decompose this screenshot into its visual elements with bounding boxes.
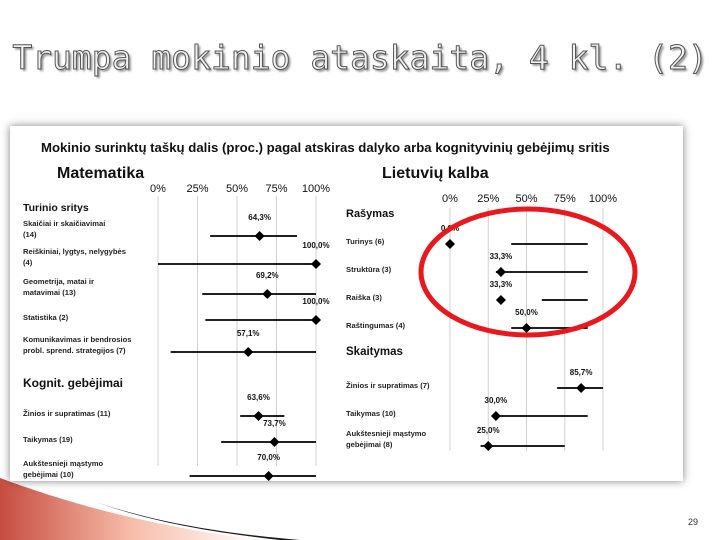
value-label: 73,7% bbox=[263, 419, 286, 428]
row-label: Aukštesnieji mąstymo bbox=[346, 429, 427, 438]
lithuanian-chart bbox=[346, 165, 617, 451]
row-label: probl. sprend. strategijos (7) bbox=[23, 346, 126, 355]
x-tick-label: 25% bbox=[477, 193, 500, 205]
row-label: Žinios ir supratimas (7) bbox=[346, 381, 430, 390]
section-header: Turinio sritys bbox=[23, 202, 89, 214]
value-label: 33,3% bbox=[489, 252, 513, 261]
row-label: Geometrija, matai ir bbox=[23, 277, 94, 286]
value-label: 57,1% bbox=[236, 329, 260, 338]
value-label: 63,6% bbox=[247, 393, 270, 402]
value-marker bbox=[311, 315, 321, 325]
section-header: Rašymas bbox=[346, 208, 395, 220]
value-label: 85,7% bbox=[569, 368, 593, 377]
value-marker bbox=[269, 437, 279, 447]
value-marker bbox=[522, 323, 532, 333]
value-marker bbox=[496, 267, 506, 277]
slide-title: Trumpa mokinio ataskaita, 4 kl. (2) bbox=[12, 38, 708, 77]
value-label: 69,2% bbox=[255, 271, 279, 280]
value-label: 0,0% bbox=[440, 224, 460, 233]
value-label: 70,0% bbox=[257, 453, 280, 462]
value-marker bbox=[311, 259, 321, 269]
row-label: Statistika (2) bbox=[23, 313, 69, 322]
x-tick-label: 75% bbox=[265, 183, 288, 195]
value-label: 50,0% bbox=[515, 308, 538, 317]
value-marker bbox=[445, 239, 455, 249]
figure-panel bbox=[10, 126, 683, 481]
x-tick-label: 75% bbox=[553, 193, 576, 205]
math-chart bbox=[23, 165, 330, 481]
value-label: 100,0% bbox=[302, 241, 330, 250]
row-label: matavimai (13) bbox=[23, 288, 76, 297]
value-label: 33,3% bbox=[489, 280, 513, 289]
value-marker bbox=[253, 411, 263, 421]
x-tick-label: 25% bbox=[186, 183, 209, 195]
row-label: (14) bbox=[23, 230, 37, 239]
row-label: Žinios ir supratimas (11) bbox=[23, 409, 111, 418]
x-tick-label: 50% bbox=[515, 193, 538, 205]
value-marker bbox=[496, 295, 506, 305]
x-tick-label: 0% bbox=[442, 193, 458, 205]
row-label: (4) bbox=[23, 258, 33, 267]
value-marker bbox=[264, 471, 274, 481]
value-label: 100,0% bbox=[302, 297, 330, 306]
row-label: Raštingumas (4) bbox=[346, 321, 406, 330]
row-label: Taikymas (19) bbox=[23, 435, 73, 444]
x-tick-label: 100% bbox=[588, 193, 618, 205]
page-number: 29 bbox=[688, 517, 699, 527]
value-marker bbox=[255, 231, 265, 241]
row-label: Skaičiai ir skaičiavimai bbox=[23, 219, 106, 228]
section-header: Kognit. gebėjimai bbox=[23, 376, 124, 390]
value-label: 64,3% bbox=[248, 213, 271, 222]
value-marker bbox=[576, 383, 586, 393]
row-label: Reiškiniai, lygtys, nelygybės bbox=[23, 247, 126, 256]
row-label: Struktūra (3) bbox=[346, 265, 392, 274]
section-header: Skaitymas bbox=[346, 346, 403, 358]
row-label: gebėjimai (10) bbox=[23, 470, 74, 479]
value-marker bbox=[243, 347, 253, 357]
figure-heading: Mokinio surinktų taškų dalis (proc.) pagal atskiras dalyko arba kognityvinių gebėjimų sritis bbox=[41, 140, 610, 155]
value-marker bbox=[262, 289, 272, 299]
row-label: Aukštesnieji mąstymo bbox=[23, 459, 104, 468]
x-tick-label: 50% bbox=[225, 183, 249, 195]
x-tick-label: 0% bbox=[150, 183, 166, 195]
row-label: Raiška (3) bbox=[346, 293, 382, 302]
subject-title: Matematika bbox=[57, 165, 145, 182]
subject-title: Lietuvių kalba bbox=[382, 165, 489, 182]
value-label: 25,0% bbox=[476, 426, 500, 435]
x-tick-label: 100% bbox=[301, 183, 331, 195]
row-label: Taikymas (10) bbox=[346, 409, 396, 418]
figure-svg bbox=[10, 126, 683, 481]
row-label: gebėjimai (8) bbox=[346, 440, 393, 449]
value-marker bbox=[491, 411, 501, 421]
row-label: Komunikavimas ir bendrosios bbox=[23, 335, 132, 344]
value-label: 30,0% bbox=[484, 396, 508, 405]
row-label: Turinys (6) bbox=[346, 237, 385, 246]
value-marker bbox=[483, 441, 493, 451]
